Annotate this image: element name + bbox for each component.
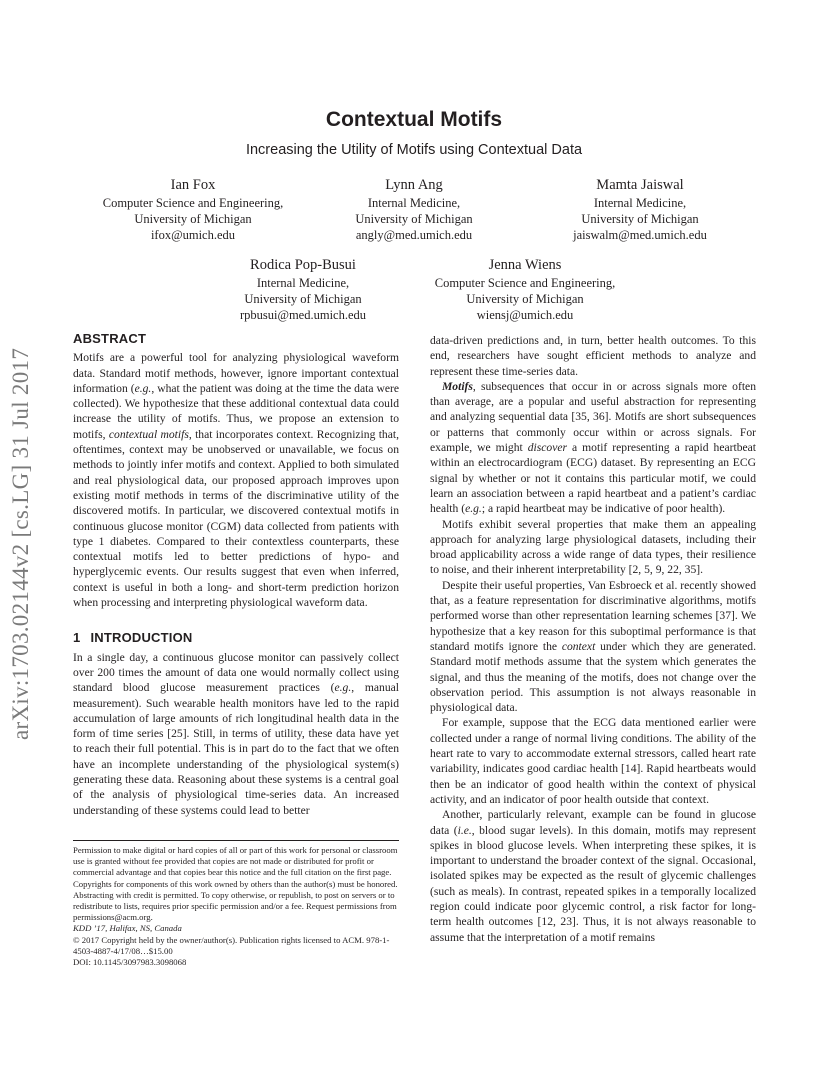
author-name: Rodica Pop-Busui: [250, 257, 356, 273]
author-name: Mamta Jaiswal: [596, 177, 684, 193]
permission-footnote: [73, 840, 399, 968]
author-institution: University of Michigan: [466, 292, 584, 306]
author-block: [314, 176, 514, 243]
section-heading-introduction: 1 INTRODUCTION: [73, 630, 193, 646]
body-paragraph: Motifs exhibit several properties that make them an appealing approach for analyzing large physiological datasets, including their broad applicability across a wide range of data types, their resilience to noise, and their inherent interpretability [2, 5, 9, 22, 35].: [430, 517, 756, 577]
body-paragraph: data-driven predictions and, in turn, better health outcomes. To this end, researchers have sought efficient methods to analyze and represent these time-series data.: [430, 334, 756, 378]
author-email: wiensj@umich.edu: [476, 308, 574, 322]
author-block: [213, 256, 393, 323]
footnote-rule: [73, 840, 399, 841]
author-email: ifox@umich.edu: [150, 228, 236, 242]
paper-title: Contextual Motifs: [325, 108, 503, 131]
copyright-text: © 2017 Copyright held by the owner/author(s). Publication rights licensed to ACM. 978-1-4503-4887-4/17/08…$15.00: [73, 934, 390, 956]
author-name: Jenna Wiens: [488, 257, 562, 273]
doi-text: DOI: 10.1145/3097983.3098068: [73, 957, 187, 968]
author-email: rpbusui@med.umich.edu: [239, 308, 367, 322]
right-column: [430, 333, 756, 945]
author-institution: University of Michigan: [581, 212, 699, 226]
left-column: [73, 331, 399, 818]
author-name: Ian Fox: [170, 177, 216, 193]
author-email: jaiswalm@med.umich.edu: [573, 228, 707, 242]
body-paragraph: Despite their useful properties, Van Esbroeck et al. recently showed that, as a feature representation for discriminative algorithms, motifs performed worse than other representation learning schemes [37]. We hypothesize that a key reason for this suboptimal performance is that standard motifs ignore the context under which they are generated. Standard motif methods assume that the system which generates the signal, and thus the meaning of the motifs, does not change over the observation period. This assumption is not always reasonable in physiological data.: [430, 578, 756, 715]
author-affiliation: Computer Science and Engineering,: [102, 196, 284, 210]
author-institution: University of Michigan: [244, 292, 362, 306]
intro-paragraph: In a single day, a continuous glucose monitor can passively collect over 200 times the amount of data one would normally collect using standard blood glucose measurement practices (e.g., manual measurement). Such wearable health monitors have led to the rapid accumulation of large amounts of rich longitudinal health data in the form of time series [25]. Still, in terms of utility, these data have yet to reach their full potential. This is in part do to the fact that we often have an incomplete understanding of the physiological system(s) generating these data. Reasoning about these systems is a central goal of the analysis of physiological time-series data. An increased understanding of these systems could lead to better: [73, 650, 399, 817]
author-block: [83, 176, 303, 243]
author-institution: University of Michigan: [355, 212, 473, 226]
abstract-paragraph: Motifs are a powerful tool for analyzing physiological waveform data. Standard motif methods, however, ignore important contextual information (e.g., what the patient was doing at the time the data were collected). We hypothesize that these additional contextual data could increase the utility of motifs. Thus, we propose an extension to motifs, contextual motifs, that incorporates context. Recognizing that, oftentimes, context may be unobserved or unavailable, we focus on methods to jointly infer motifs and context. Applied to both simulated and real physiological data, our proposed approach improves upon existing motif methods in terms of the discriminative utility of the discovered motifs. In particular, we discovered contextual motifs in continuous glucose monitor (CGM) data collected from patients with type 1 diabetes. Compared to their contextless counterparts, these contextual motifs led to better predictions of hypo- and hyperglycemic events. Our results suggest that even when inferred, context is useful in both a long- and short-term prediction horizon when processing and interpreting physiological waveform data.: [73, 351, 399, 610]
author-affiliation: Internal Medicine,: [256, 276, 350, 290]
venue-text: KDD ’17, Halifax, NS, Canada: [73, 923, 182, 934]
author-block: [415, 256, 635, 323]
paper-subtitle: Increasing the Utility of Motifs using Contextual Data: [245, 142, 583, 158]
author-institution: University of Michigan: [134, 212, 252, 226]
body-paragraph: Another, particularly relevant, example can be found in glucose data (i.e., blood sugar levels). In this domain, motifs may represent spikes in blood glucose levels. When interpreting these spikes, it is important to understand the broader context of the signal. Occasional, isolated spikes may be expected as the result of glycemic challenges (such as meals). In contrast, repeated spikes in a temporally localized region could indicate poor glycemic control, a risk factor for long-term health outcomes [12, 23]. Thus, it is not always reasonable to assume that the interpretation of a motif remains: [430, 808, 757, 944]
author-block: [535, 176, 745, 243]
author-email: angly@med.umich.edu: [355, 228, 473, 242]
permission-text: Permission to make digital or hard copies of all or part of this work for personal or classroom use is granted without fee provided that copies are not made or distributed for profit or commercial advantage and that copies bear this notice and the full citation on the first page. Copyrights for components of this work owned by others than the author(s) must be honored. Abstracting with credit is permitted. To copy otherwise, or republish, to post on servers or to redistribute to lists, requires prior specific permission and/or a fee. Request permissions from permissions@acm.org.: [73, 845, 398, 923]
author-affiliation: Internal Medicine,: [367, 196, 461, 210]
body-paragraph: Motifs, subsequences that occur in or across signals more often than average, are a popular and useful abstraction for representing and analyzing sequential data [35, 36]. Motifs are short subsequences or patterns that commonly occur within or across signals. For example, we might discover a motif representing a rapid heartbeat within an electrocardiogram (ECG) dataset. By representing an ECG signal by whether or not it contains this particular motif, we could learn an association between a rapid heartbeat and a patient’s cardiac health (e.g.; a rapid heartbeat may be indicative of poor health).: [430, 379, 757, 516]
author-name: Lynn Ang: [385, 177, 443, 193]
author-affiliation: Internal Medicine,: [593, 196, 687, 210]
author-affiliation: Computer Science and Engineering,: [434, 276, 616, 290]
body-paragraph: For example, suppose that the ECG data mentioned earlier were collected under a range of normal living conditions. The ability of the heart rate to vary to accommodate external stressors, called heart rate variability, indicates good cardiac health [14]. Rapid heartbeats would then be an indicator of good health within the context of physical activity, and an indicator of poor health outside that context.: [430, 716, 756, 806]
arxiv-stamp: arXiv:1703.02144v2 [cs.LG] 31 Jul 2017: [8, 347, 33, 740]
abstract-heading: ABSTRACT: [73, 331, 147, 346]
